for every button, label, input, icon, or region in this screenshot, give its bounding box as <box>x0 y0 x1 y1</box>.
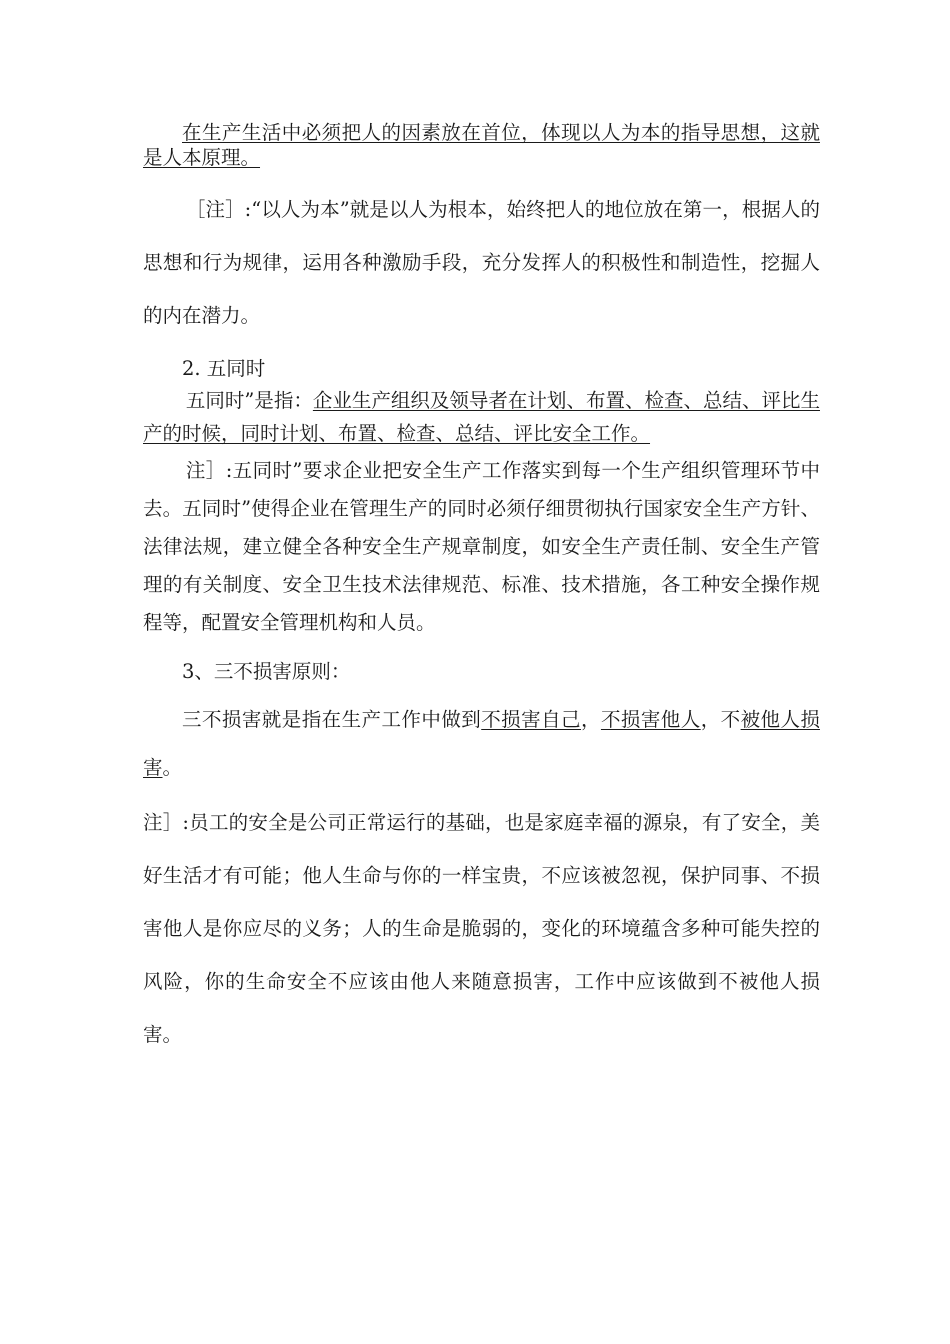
five-simultaneous-definition: 企业生产组织及领导者在计划、布置、检查、总结、评比生产的时候，同时计划、布置、检查、总结、评比安全工作。 <box>143 389 820 445</box>
three-no-harm-paragraph <box>143 696 820 792</box>
three-no-harm-end: 。 <box>162 756 183 779</box>
section-three-no-harm-heading: 3、三不损害原则： <box>182 660 351 683</box>
human-principle-paragraph <box>143 120 820 170</box>
five-simultaneous-paragraph <box>143 384 820 450</box>
five-simultaneous-lead: 五同时”是指： <box>185 389 313 412</box>
no-harm-others: 不损害他人 <box>600 708 701 731</box>
three-no-harm-sep2: ，不 <box>700 708 741 731</box>
no-harm-self: 不损害自己 <box>481 708 581 731</box>
three-no-harm-sep1: ， <box>580 708 601 731</box>
not-harmed-by-others: 被他人损害 <box>143 708 820 779</box>
five-simultaneous-note: 注］:五同时”要求企业把安全生产工作落实到每一个生产组织管理环节中去。五同时”使得企业在管理生产的同时必须仔细贯彻执行国家安全生产方针、法律法规，建立健全各种安全生产规章制度，如安全生产责任制、安全生产管理的有关制度、安全卫生技术法律规范、标准、技术措施，各工种安全操作规程等，配置安全管理机构和人员。 <box>143 459 820 634</box>
human-principle-definition: 在生产生活中必须把人的因素放在首位，体现以人为本的指导思想，这就是人本原理。 <box>143 121 820 169</box>
three-no-harm-note: 注］:员工的安全是公司正常运行的基础，也是家庭幸福的源泉，有了安全，美好生活才有可能；他人生命与你的一样宝贵，不应该被忽视，保护同事、不损害他人是你应尽的义务；人的生命是脆弱的，变化的环境蕴含多种可能失控的风险，你的生命安全不应该由他人来随意损害，工作中应该做到不被他人损害。 <box>143 811 820 1046</box>
document-body <box>143 120 820 1061</box>
section-five-simultaneous-heading: 2. 五同时 <box>182 357 266 380</box>
three-no-harm-lead: 三不损害就是指在生产工作中做到 <box>182 708 482 731</box>
human-principle-note: ［注］:“以人为本”就是以人为根本，始终把人的地位放在第一，根据人的思想和行为规律，运用各种激励手段，充分发挥人的积极性和制造性，挖掘人的内在潜力。 <box>143 198 820 327</box>
